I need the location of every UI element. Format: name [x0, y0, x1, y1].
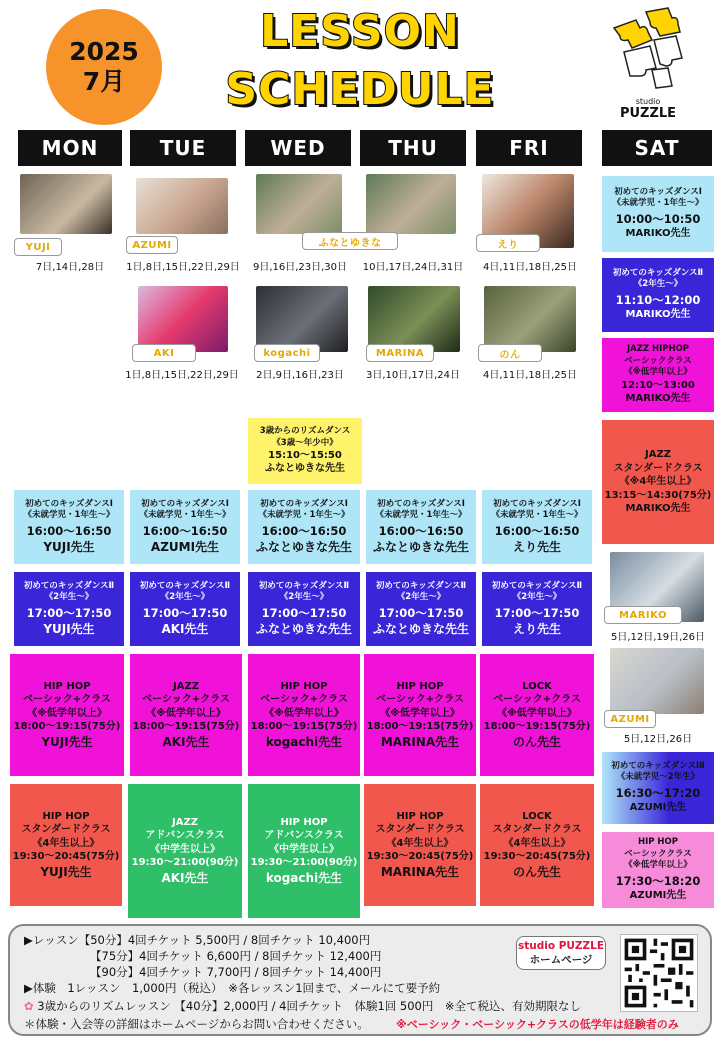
title-line-1: LESSON: [260, 6, 460, 57]
month-badge: [46, 9, 162, 125]
name-tag: AKI: [132, 344, 196, 362]
qr-code-graphic: [621, 935, 697, 1011]
name-tag: YUJI: [14, 238, 62, 256]
lesson-box-advanced: LOCK スタンダードクラス 《4年生以上》 19:30～20:45(75分) のん先生: [480, 784, 594, 906]
day-fri: FRI: [476, 130, 582, 166]
name-tag: えり: [476, 234, 540, 252]
puzzle-pieces-icon: [606, 6, 690, 92]
month-label: 7月: [82, 67, 126, 96]
lesson-box-advanced: HIP HOP スタンダードクラス 《4年生以上》 19:30～20:45(75分) MARINA先生: [364, 784, 476, 906]
lesson-box-basic: HIP HOP ベーシック+クラス 《※低学年以上》 18:00～19:15(75分) kogachi先生: [248, 654, 360, 776]
sat-lesson-box: JAZZ HIPHOP ベーシッククラス 《※低学年以上》 12:10～13:00 MARIKO先生: [602, 338, 714, 412]
contact-line: ＊体験・入会等の詳細はホームページからお問い合わせください。: [24, 1017, 369, 1031]
lesson-box-basic: LOCK ベーシック+クラス 《※低学年以上》 18:00～19:15(75分) のん先生: [480, 654, 594, 776]
name-tag: AZUMI: [126, 236, 178, 254]
lesson-box-advanced: HIP HOP スタンダードクラス 《4年生以上》 19:30～20:45(75分) YUJI先生: [10, 784, 122, 906]
lesson-box-kids2: 初めてのキッズダンスⅡ 《2年生～》 17:00～17:50 えり先生: [482, 572, 592, 646]
dates-label: 4日,11日,18日,25日: [482, 262, 578, 273]
lesson-box-advanced: JAZZ アドバンスクラス 《中学生以上》 19:30～21:00(90分) AKI先生: [128, 784, 242, 918]
day-mon: MON: [18, 130, 122, 166]
sat-lesson-box: JAZZ スタンダードクラス 《※4年生以上》 13:15～14:30(75分) MARIKO先生: [602, 420, 714, 544]
lesson-box-advanced: HIP HOP アドバンスクラス 《中学生以上》 19:30～21:00(90分) kogachi先生: [248, 784, 360, 918]
instructor-photo-funato: [366, 174, 456, 234]
sat-lesson-box: HIP HOP ベーシッククラス 《※低学年以上》 17:30～18:20 AZUMI先生: [602, 832, 714, 908]
year-label: 2025: [69, 37, 139, 66]
dates-label: 9日,16日,23日,30日: [252, 262, 348, 273]
instructor-photo-yuji: [20, 174, 112, 234]
lesson-box-kids2: 初めてのキッズダンスⅡ 《2年生～》 17:00～17:50 AKI先生: [130, 572, 240, 646]
price-line: ▶レッスン【50分】4回チケット 5,500円 / 8回チケット 10,400円: [24, 933, 371, 947]
name-tag: MARIKO: [604, 606, 682, 624]
dates-label: 1日,8日,15日,22日,29日: [126, 262, 240, 273]
instructor-photo-marina: [368, 286, 460, 352]
day-thu: THU: [360, 130, 466, 166]
dates-label: 5日,12日,26日: [623, 734, 693, 745]
sat-lesson-box: 初めてのキッズダンスⅠⅡ 《未就学児～2年生》 16:30～17:20 AZUMI先生: [602, 752, 714, 824]
lesson-box-basic: JAZZ ベーシック+クラス 《※低学年以上》 18:00～19:15(75分) AKI先生: [130, 654, 242, 776]
name-tag: のん: [478, 344, 542, 362]
logo-text: studio PUZZLE: [619, 97, 677, 121]
day-wed: WED: [245, 130, 351, 166]
instructor-photo-azumi: [136, 178, 228, 234]
day-tue: TUE: [130, 130, 236, 166]
instructor-photo-azumi: [610, 648, 704, 714]
lesson-box-kids2: 初めてのキッズダンスⅡ 《2年生～》 17:00～17:50 ふなとゆきな先生: [248, 572, 360, 646]
lesson-box-kids2: 初めてのキッズダンスⅡ 《2年生～》 17:00～17:50 YUJI先生: [14, 572, 124, 646]
lesson-box-basic: HIP HOP ベーシック+クラス 《※低学年以上》 18:00～19:15(75分) MARINA先生: [364, 654, 476, 776]
sat-lesson-box: 初めてのキッズダンスⅠ 《未就学児・1年生～》 10:00～10:50 MARIKO先生: [602, 176, 714, 252]
name-tag: kogachi: [254, 344, 320, 362]
name-tag: ふなとゆきな: [302, 232, 398, 250]
studio-logo: [606, 6, 690, 122]
title-line-2: SCHEDULE: [225, 64, 495, 115]
dates-label: 5日,12日,19日,26日: [610, 632, 706, 643]
flower-icon: ✿: [24, 999, 34, 1013]
lesson-box-kids2: 初めてのキッズダンスⅡ 《2年生～》 17:00～17:50 ふなとゆきな先生: [366, 572, 476, 646]
name-tag: MARINA: [366, 344, 434, 362]
lesson-box-kids1: 初めてのキッズダンスⅠ 《未就学児・1年生～》 16:00～16:50 YUJI先生: [14, 490, 124, 564]
instructor-photo-kogachi: [256, 286, 348, 352]
experience-note: ※ベーシック・ベーシック+クラスの低学年は経験者のみ: [396, 1018, 679, 1031]
lesson-box-kids1: 初めてのキッズダンスⅠ 《未就学児・1年生～》 16:00～16:50 えり先生: [482, 490, 592, 564]
price-line: 【90分】4回チケット 7,700円 / 8回チケット 14,400円: [90, 965, 382, 979]
dates-label: 4日,11日,18日,25日: [482, 370, 578, 381]
lesson-box-kids1: 初めてのキッズダンスⅠ 《未就学児・1年生～》 16:00～16:50 ふなとゆきな先生: [248, 490, 360, 564]
lesson-box-kids1: 初めてのキッズダンスⅠ 《未就学児・1年生～》 16:00～16:50 AZUMI先生: [130, 490, 240, 564]
pricing-footer: [8, 924, 712, 1036]
dates-label: 10日,17日,24日,31日: [362, 262, 464, 273]
day-sat: SAT: [602, 130, 712, 166]
sat-lesson-box: 初めてのキッズダンスⅡ 《2年生～》 11:10～12:00 MARIKO先生: [602, 258, 714, 332]
homepage-link[interactable]: studio PUZZLE ホームページ: [516, 936, 606, 970]
price-line: 【75分】4回チケット 6,600円 / 8回チケット 12,400円: [90, 949, 382, 963]
trial-line: ▶体験 1レッスン 1,000円（税込） ※各レッスン1回まで、メールにて要予約: [24, 981, 441, 995]
instructor-photo-aki: [138, 286, 228, 352]
dates-label: 3日,10日,17日,24日: [365, 370, 461, 381]
instructor-photo-non: [484, 286, 576, 352]
dates-label: 1日,8日,15日,22日,29日: [125, 370, 239, 381]
dates-label: 7日,14日,28日: [35, 262, 105, 273]
lesson-box-rhythm: 3歳からのリズムダンス 《3歳～年少中》 15:10～15:50 ふなとゆきな先生: [248, 418, 362, 484]
lesson-box-kids1: 初めてのキッズダンスⅠ 《未就学児・1年生～》 16:00～16:50 ふなとゆきな先生: [366, 490, 476, 564]
lesson-box-basic: HIP HOP ベーシック+クラス 《※低学年以上》 18:00～19:15(75分) YUJI先生: [10, 654, 124, 776]
rhythm-price-line: ✿ 3歳からのリズムレッスン 【40分】2,000円 / 4回チケット 体験1回 500円 ※全て税込、有効期限なし: [24, 999, 581, 1013]
dates-label: 2日,9日,16日,23日: [256, 370, 344, 381]
qr-code-icon[interactable]: [620, 934, 698, 1012]
instructor-photo-funato: [256, 174, 342, 234]
name-tag: AZUMI: [604, 710, 656, 728]
